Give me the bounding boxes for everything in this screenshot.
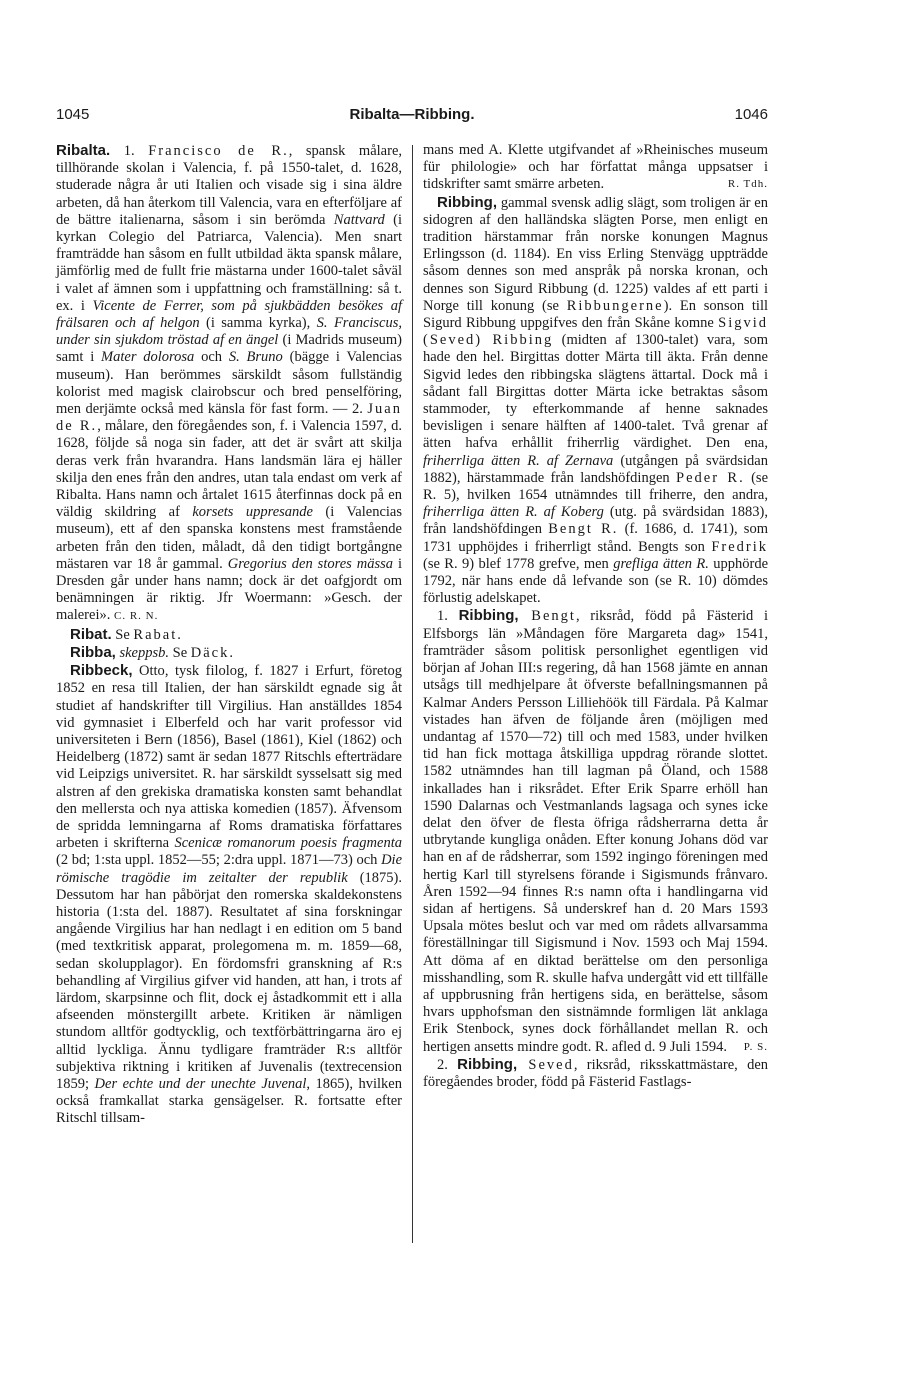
entry-ribba: Ribba, skeppsb. Se Däck. (70, 643, 233, 661)
left-column (56, 142, 402, 1128)
entry-ribbing-family: Ribbing, gammal svensk adlig slägt, som troligen är en sidogren af den halländska slägten Porse, men enligt en tradition härstammar från norske konungen Magnus Erlingsson (d. 1184). En viss Erling Stenvägg uppträdde såsom dennes son med anspråk på norska kronan, och dennes son Sigurd Ribbung (d. 1225) valdes af ett parti i Norge till konung (se Ribbungerne). En sonson till Sigurd Ribbung uppgifves den från Skåne komne Sigvid (Seved) Ribbing (midten af 1300-talet) vara, som hade den hel. Birgittas dotter Märta till äkta. Från denne Sigvid ledes den ribbingska slägtens ättartal. Dock må i sådant fall Birgittas dotter Märta icke betraktas såsom stammoder, ty efterkommande af henne saknades bevisligen i senare hälften af 1400-talet. Två grenar af ätten hafva erhållit friherrlig värdighet. Den ena, friherrliga ätten R. af Zernava (utgången på svärdsidan 1882), härstammade från landshöfdingen Peder R. (se R. 5), hvilken 1654 utnämndes till friherre, den andra, friherrliga ätten R. af Koberg (utg. på svärdsidan 1883), från landshöfdingen Bengt R. (f. 1686, d. 1741), som 1731 upphöjdes i friherrligt stånd. Bengts son Fredrik (se R. 9) blef 1778 grefve, men grefliga ätten R. upphörde 1792, när hans ende då lefvande son (se R. 10) dömdes förlustig adelskapet. (423, 193, 769, 607)
author-signature: P. S. (743, 1040, 768, 1053)
entry-ribbeck-continued: mans med A. Klette utgifvandet af »Rheinisches museum für philologie» och har författat många uppsatser i tidskrifter samt smärre arbeten. R. Tdh. (423, 142, 768, 193)
column-divider (412, 145, 413, 1243)
entry-ribbeck: Ribbeck, Otto, tysk filolog, f. 1827 i Erfurt, företog 1852 en resa till Italien, der han särskildt egnade sig åt studiet af handskrifter till Virgilius. Han anställdes 1854 vid gymnasiet i Elberfeld och har varit professor vid universiteten i Bern (1856), Basel (1861), Kiel (1862) och Heidelberg (1872) samt är sedan 1877 Ritschls efterträdare vid Leipzigs universitet. R. har särskildt sysselsatt sig med alstren af den grekiska dramatiska konsten samt behandlat den mellersta och nya attiska komedien (1857). Äfvensom de spridda lemningarna af Roms dramatiska författares arbeten i skrifterna Scenicæ romanorum poesis fragmenta (2 bd; 1:sta uppl. 1852—55; 2:dra uppl. 1871—73) och Die römische tragödie im zeitalter der republik (1875). Dessutom har han påbörjat den romerska skaldekonstens historia (1:sta del. 1887). Resultatet af sina forskningar angående Virgilius har han nedlagt i en edition om 5 band (med textkritisk apparat, prolegomena m. m. 1859—68, sedan skolupplagor). En fördomsfri granskning af R:s behandling af Virgilius gifver vid handen, att han, i trots af lärdom, skarpsinne och flit, dock ej åstadkommit ett i alla afseenden mönstergillt arbete. Kritiken är nämligen stundom alltför godtycklig, och textförbättringarna äro ej alltid lyckliga. Ännu tydligare framträder R:s alltför subjektiva riktning i kritiken af Juvenalis (textrecension 1859; Der echte und der unechte Juvenal, 1865), hvilken också framkallat starka gensägelser. R. fortsatte efter Ritschl tillsam- (56, 662, 402, 1127)
page-header (56, 106, 768, 128)
headword: Ribalta. (56, 142, 111, 159)
author-signature: C. R. N. (113, 610, 159, 623)
entry-ribbing-1: 1. Ribbing, Bengt, riksråd, född på Fästerid i Elfsborgs län »Måndagen före Margareta dag» 1541, framträder såsom politisk personlighet egentligen vid början af Johan III:s regering, då han 1568 jämte en annan utsågs till medhjelpare åt öfverste befallningsmannen på Kalmar Anders Persson Lilliehöök till Färdala. På Kalmar vistades han äfven de följande åren (möjligen med undantag af 1570—72) till och med 1583, under hvilken tid han fick mottaga åtskilliga uppdrag rörande slottet. 1582 utnämndes han till lagman på Öland, och 1588 inkallades han i riksrådet. Efter Erik Sparre erhöll han 1590 Dalarnas och Vestmanlands lagsaga och synes icke delat den öfver de flesta öfriga rådsherrarna detta år utbrytande kungliga onåden. Efter konung Johans död var han en af de rådsherrar, som 1592 ingingo föreningen med hertig Karl till styrelsens förande i Sigismunds frånvaro. Åren 1592—94 finnes R:s namn ofta i handlingarna vid sidan af hertigens. Så underskref han d. 20 Mars 1593 Upsala mötes beslut och var med om rådets allvarsamma föreställningar till Sigismund i Nov. 1593 och Maj 1594. Att döma af en diktad berättelse om den personliga misshandling, som R. skulle hafva undergått vid ett tillfälle af uppbrusning från hertigens sida, en berättelse, såsom hvars upphofsman den sistnämnde formligen lät anklaga Erik Stenbock, synes dock förhållandet mellan R. och hertigen ansetts mindre godt. R. afled d. 9 Juli 1594. P. S. (423, 607, 768, 1055)
entry-ribat: Ribat. Se Rabat. (70, 625, 181, 643)
entry-ribalta: Ribalta. 1. Francisco de R., spansk målare, tillhörande skolan i Valencia, f. på 1550-talet, d. 1628, studerade några år uti Italien och visade sig i sina äldre arbeten, då han återkom till Valencia, vara en efterföljare af de bättre italienarna, såsom i sin berömda Nattvard (i kyrkan Colegio del Patriarca, Valencia). Men snart framträdde han såsom en fullt utbildad äkta spansk målare, jämförlig med de fullt frie mästarna under 1600-talet såväl i valet af ämnen som i uppfattning och framställning: så t. ex. i Vicente de Ferrer, som på sjukbädden besökes af frälsaren och af helgon (i samma kyrka), S. Franciscus, under sin sjukdom tröstad af en ängel (i Madrids museum) samt i Mater dolorosa och S. Bruno (bägge i Valencias museum). Han berömmes särskildt såsom fullständig kolorist med magisk clairobscur och bred penselföring, men derjämte också med känsla för fast form. — 2. Juan de R., målare, den föregåendes son, f. i Valencia 1597, d. 1628, följde så noga sin fader, att det är svårt att skilja deras verk från hvarandra. Hans landsmän lära ej häller skilja den enes från den andres, utan tala endast om verk af Ribalta. Hans namn och årtalet 1615 återfinnas dock på en väldig skildring af korsets uppresande (i Valencias museum), ett af den spanska konstens mest framstående arbeten från den tiden, måladt, då den tidigt bortgångne mästaren var 18 år gammal. Gregorius den stores mässa i Dresden går under hans namn; dock är det oafgjordt om benämningen är riktig. Jfr Woermann: »Gesch. der malerei». C. R. N. (56, 142, 403, 624)
page-number-left: 1045 (56, 106, 90, 123)
right-column (423, 142, 768, 1091)
entry-ribbing-2: 2. Ribbing, Seved, riksråd, riksskattmästare, den föregåendes broder, född på Fästerid Fastlags- (423, 1055, 769, 1090)
author-signature: R. Tdh. (727, 178, 768, 191)
page-number-right: 1046 (734, 106, 768, 123)
running-title: Ribalta—Ribbing. (349, 106, 475, 123)
